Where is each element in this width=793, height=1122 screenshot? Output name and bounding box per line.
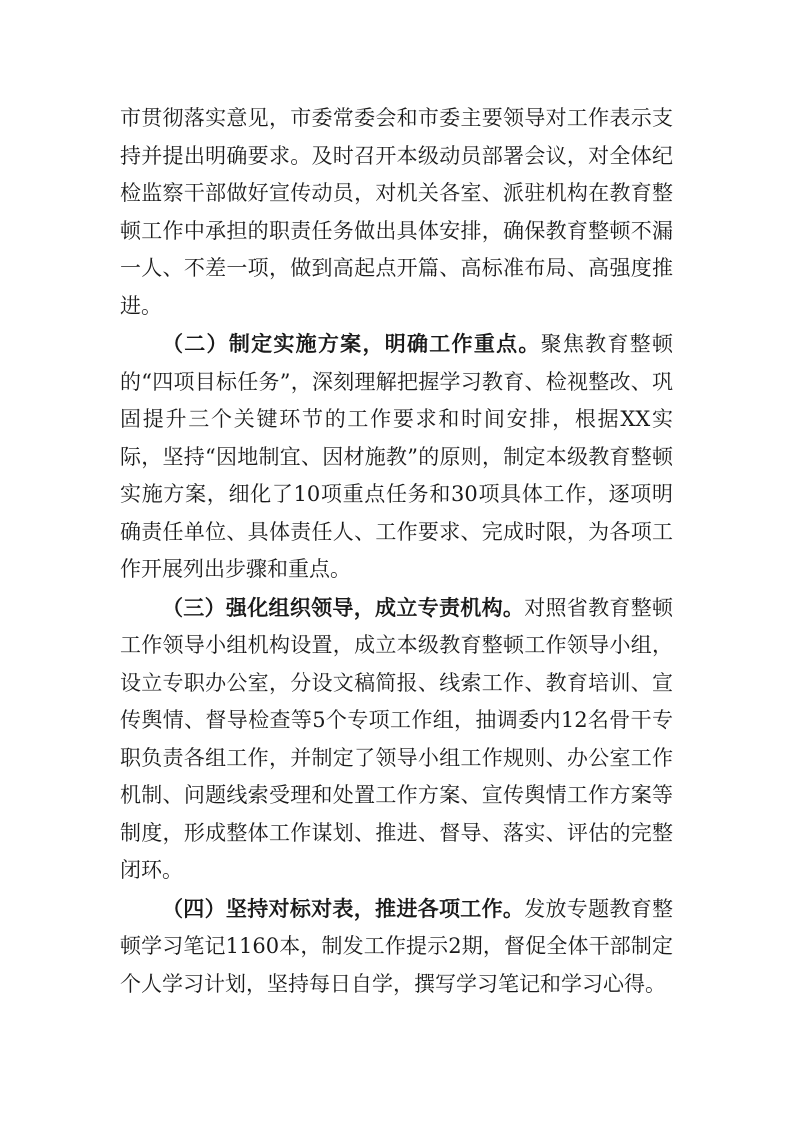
- section-heading: （二）制定实施方案，明确工作重点。: [162, 331, 541, 356]
- section-heading: （四）坚持对标对表，推进各项工作。: [162, 895, 525, 921]
- paragraph-body: 发放专题教育整顿学习笔记1160本，制发工作提示2期，督促全体干部制定个人学习计划，坚持每日自学，撰写学习笔记和学习心得。: [120, 896, 674, 996]
- paragraph-body: 市贯彻落实意见，市委常委会和市委主要领导对工作表示支持并提出明确要求。及时召开本级动员部署会议，对全体纪检监察干部做好宣传动员，对机关各室、派驻机构在教育整顿工作中承担的职责任务做出具体安排，确保教育整顿不漏一人、不差一项，做到高起点开篇、高标准布局、高强度推进。: [120, 106, 673, 318]
- paragraph-section-3: [120, 589, 673, 890]
- paragraph-section-4: [120, 890, 673, 1004]
- section-heading: （三）强化组织领导，成立专责机构。: [162, 594, 525, 620]
- document-body: [120, 100, 673, 1003]
- paragraph-continuation: [120, 100, 673, 325]
- paragraph-body: 聚焦教育整顿的“四项目标任务”，深刻理解把握学习教育、检视整改、巩固提升三个关键环节的工作要求和时间安排，根据XX实际，坚持“因地制宜、因材施教”的原则，制定本级教育整顿实施方案，细化了10项重点任务和30项具体工作，逐项明确责任单位、具体责任人、工作要求、完成时限，为各项工作开展列出步骤和重点。: [120, 332, 674, 581]
- paragraph-body: 对照省教育整顿工作领导小组机构设置，成立本级教育整顿工作领导小组，设立专职办公室，分设文稿简报、线索工作、教育培训、宣传舆情、督导检查等5个专项工作组，抽调委内12名骨干专职负责各组工作，并制定了领导小组工作规则、办公室工作机制、问题线索受理和处置工作方案、宣传舆情工作方案等制度，形成整体工作谋划、推进、督导、落实、评估的完整闭环。: [120, 595, 674, 882]
- paragraph-section-2: [120, 325, 673, 589]
